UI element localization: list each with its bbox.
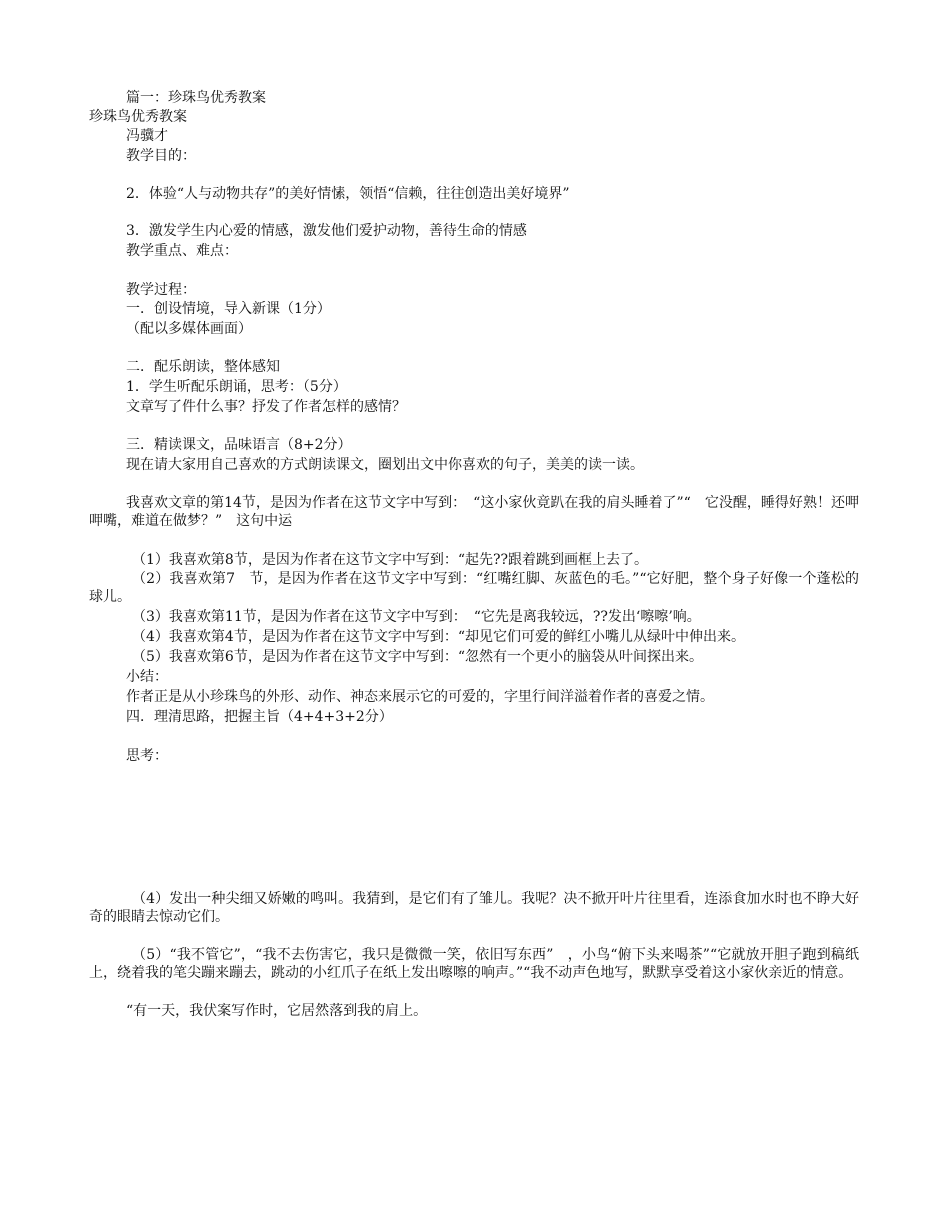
paragraph-4: （4）发出一种尖细又娇嫩的鸣叫。我猜到，是它们有了雏儿。我呢？决不掀开叶片往里看，连添食加水时也不睁大好奇的眼睛去惊动它们。 [89,891,859,925]
step-4-heading: 四．理清思路，把握主旨（4+4+3+2分） [126,709,393,725]
step-1-note: （配以多媒体画面） [126,321,252,337]
goal-2: 2．体验“人与动物共存”的美好情愫，领悟“信赖，往往创造出美好境界” [126,186,570,202]
summary-text: 作者正是从小珍珠鸟的外形、动作、神态来展示它的可爱的，字里行间洋溢着作者的喜爱之情。 [126,689,714,705]
list-item-3: （3）我喜欢第11节，是因为作者在这节文字中写到： “它先是离我较远，??发出‘嚓嚓’响。 [132,609,701,625]
key-points-heading: 教学重点、难点： [126,243,238,259]
document-title: 珍珠鸟优秀教案 [89,109,187,125]
list-item-4: （4）我喜欢第4节，是因为作者在这节文字中写到：“却见它们可爱的鲜红小嘴儿从绿叶中伸出来。 [132,629,745,645]
step-2-heading: 二．配乐朗读，整体感知 [126,359,280,375]
step-2-question: 文章写了件什么事？抒发了作者怎样的感情？ [126,399,406,415]
step-1-heading: 一．创设情境，导入新课（1分） [126,301,331,317]
step-3-heading: 三．精读课文，品味语言（8+2分） [126,437,352,453]
goal-3: 3．激发学生内心爱的情感，激发他们爱护动物，善待生命的情感 [126,223,527,239]
example-paragraph: 我喜欢文章的第14节，是因为作者在这节文字中写到： “这小家伙竟趴在我的肩头睡着了”“ 它没醒，睡得好熟！还呷呷嘴，难道在做梦？” 这句中运 [89,495,859,529]
step-2-item-1: 1．学生听配乐朗诵，思考：（5分） [126,379,347,395]
step-3-instruction: 现在请大家用自己喜欢的方式朗读课文，圈划出文中你喜欢的句子，美美的读一读。 [126,457,644,473]
paragraph-5: （5）“我不管它”，“我不去伤害它，我只是微微一笑，依旧写东西” ，小鸟“俯下头来喝茶”“它就放开胆子跑到稿纸上，绕着我的笔尖蹦来蹦去，跳动的小红爪子在纸上发出嚓嚓的响声。”“我不动声色地写，默默享受着这小家伙亲近的情意。 [89,947,859,981]
last-line: “有一天，我伏案写作时，它居然落到我的肩上。 [126,1003,428,1019]
author-name: 冯骥才 [126,128,168,144]
process-heading: 教学过程： [126,282,196,298]
list-item-5: （5）我喜欢第6节，是因为作者在这节文字中写到：“忽然有一个更小的脑袋从叶间探出来。 [132,649,703,665]
think-heading: 思考： [126,748,168,764]
summary-heading: 小结： [126,669,168,685]
list-item-1: （1）我喜欢第8节，是因为作者在这节文字中写到：“起先??跟着跳到画框上去了。 [132,552,648,568]
header-title: 篇一：珍珠鸟优秀教案 [126,90,266,106]
goals-heading: 教学目的： [126,148,196,164]
list-item-2: （2）我喜欢第7 节，是因为作者在这节文字中写到：“红嘴红脚、灰蓝色的毛。”“它好肥，整个身子好像一个蓬松的球儿。 [89,571,859,605]
